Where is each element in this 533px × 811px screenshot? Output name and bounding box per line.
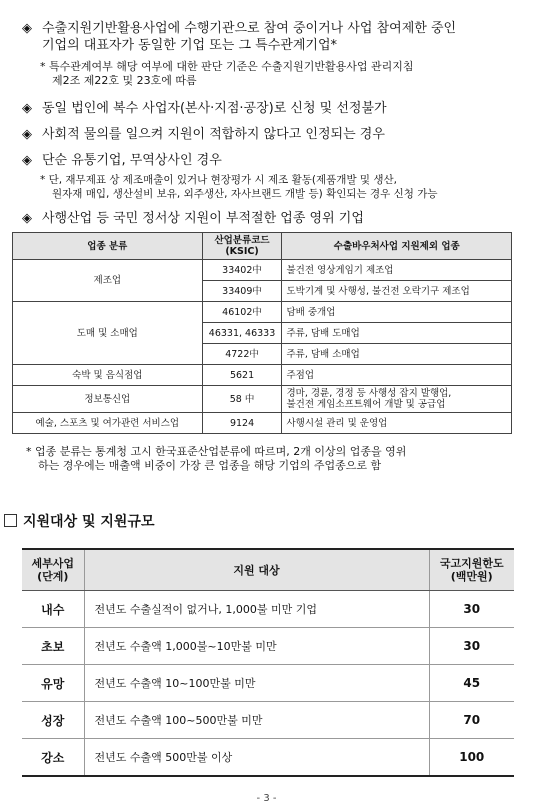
criterion-social-issue: ◈ 사회적 물의를 일으켜 지원이 적합하지 않다고 인정되는 경우 [22, 127, 385, 142]
diamond-bullet-icon: ◈ [22, 101, 32, 116]
criterion-related-company: ◈ 수출지원기반활용사업에 수행기관으로 참여 중이거나 사업 참여제한 중인 기업의 대표자가 동일한 기업 또는 그 특수관계기업* [22, 21, 457, 53]
diamond-bullet-icon: ◈ [22, 153, 32, 168]
table-row: 내수 전년도 수출실적이 없거나, 1,000불 미만 기업 30 [22, 591, 514, 628]
table-row: 강소 전년도 수출액 500만불 이상 100 [22, 739, 514, 777]
table-row: 예술, 스포츠 및 여가관련 서비스업 9124 사행시설 관리 및 운영업 [13, 413, 512, 434]
header-target: 지원 대상 [84, 549, 429, 591]
industry-classification-footnote: * 업종 분류는 통계청 고시 한국표준산업분류에 따르며, 2개 이상의 업종을 영위 하는 경우에는 매출액 비중이 가장 큰 업종을 해당 기업의 주업종으로 함 [26, 445, 407, 472]
criterion-gambling-industry: ◈ 사행산업 등 국민 정서상 지원이 부적절한 업종 영위 기업 [22, 211, 364, 226]
criterion-distribution-company: ◈ 단순 유통기업, 무역상사인 경우 [22, 153, 222, 168]
header-limit: 국고지원한도 (백만원) [429, 549, 514, 591]
diamond-bullet-icon: ◈ [22, 211, 32, 226]
section-heading: 지원대상 및 지원규모 [4, 511, 154, 531]
excluded-industries-table [12, 232, 512, 434]
table-row: 숙박 및 음식점업 5621 주점업 [13, 365, 512, 386]
table-row: 유망 전년도 수출액 10~100만불 미만 45 [22, 665, 514, 702]
table-row: 정보통신업 58 中 경마, 경륜, 경정 등 사행성 잡지 발행업, 불건전 게임소프트웨어 개발 및 공급업 [13, 386, 512, 413]
table-row: 도매 및 소매업 46102中 담배 중개업 [13, 302, 512, 323]
header-excluded-industry: 수출바우처사업 지원제외 업종 [282, 233, 512, 260]
note-related-company: * 특수관계여부 해당 여부에 대한 판단 기준은 수출지원기반활용사업 관리지침 제2조 제22호 및 23호에 따름 [40, 60, 414, 87]
table-header-row [13, 233, 512, 260]
checkbox-square-icon [4, 514, 17, 527]
table-row: 33409中 도박기계 및 사행성, 불건전 오락기구 제조업 [13, 281, 512, 302]
table-row: 성장 전년도 수출액 100~500만불 미만 70 [22, 702, 514, 739]
diamond-bullet-icon: ◈ [22, 127, 32, 142]
header-ksic-code: 산업분류코드 (KSIC) [202, 233, 282, 260]
note-distribution-company: * 단, 재무제표 상 제조매출이 있거나 현장평가 시 제조 활동(제품개발 및 생산, 원자재 매입, 생산설비 보유, 외주생산, 자사브랜드 개발 등) 확인되는 경우 신청 가능 [40, 174, 438, 200]
diamond-bullet-icon: ◈ [22, 21, 32, 36]
support-scale-table [22, 548, 514, 777]
header-industry-category: 업종 분류 [13, 233, 203, 260]
header-stage: 세부사업 (단계) [22, 549, 84, 591]
table-row: 제조업 33402中 불건전 영상게임기 제조업 [13, 260, 512, 281]
criterion-duplicate-business: ◈ 동일 법인에 복수 사업자(본사·지점·공장)로 신청 및 선정불가 [22, 101, 387, 116]
table-row: 초보 전년도 수출액 1,000불~10만불 미만 30 [22, 628, 514, 665]
table-row: 46331, 46333 주류, 담배 도매업 [13, 323, 512, 344]
table-header-row [22, 549, 514, 591]
table-row: 4722中 주류, 담배 소매업 [13, 344, 512, 365]
page-number: - 3 - [256, 793, 277, 804]
